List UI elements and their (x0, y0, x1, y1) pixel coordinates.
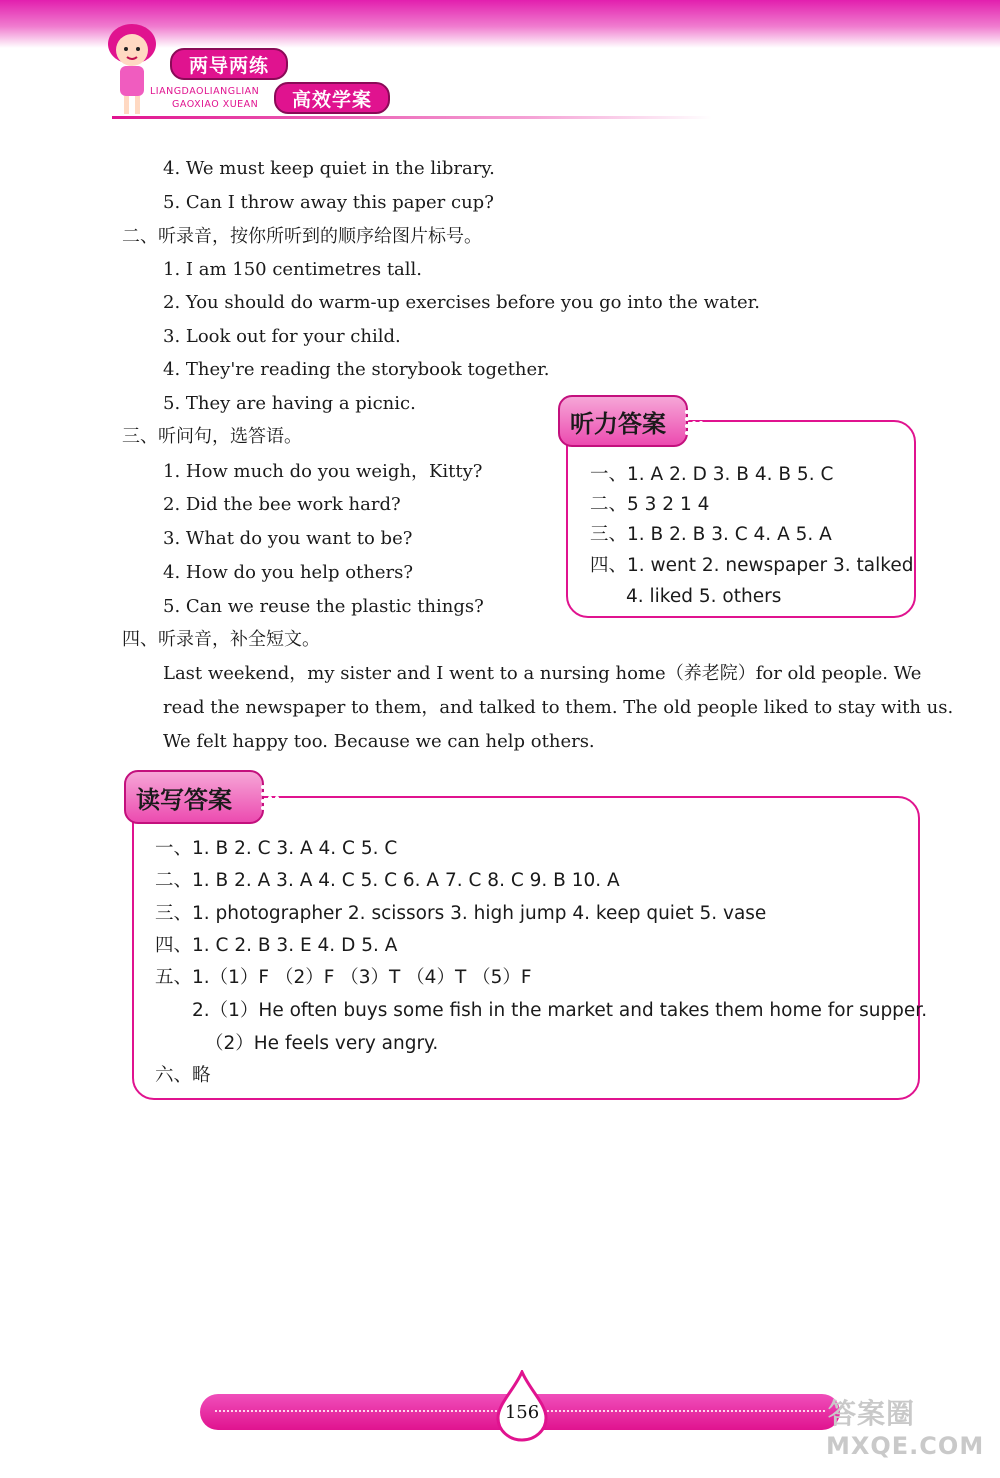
script-line: 1. I am 150 centimetres tall. (163, 259, 423, 280)
script-line: 5. They are having a picnic. (163, 393, 416, 414)
reading-answer-line: 三、1. photographer 2. scissors 3. high jump 4. keep quiet 5. vase (155, 903, 767, 924)
script-line: 1. How much do you weigh，Kitty? (163, 461, 483, 482)
reading-answer-line: 二、1. B 2. A 3. A 4. C 5. C 6. A 7. C 8. C 9. B 10. A (155, 870, 620, 891)
logo-pinyin-2: GAOXIAO XUEAN (172, 99, 259, 110)
listening-answer-line: 三、1. B 2. B 3. C 4. A 5. A (590, 524, 832, 545)
reading-answer-line: 一、1. B 2. C 3. A 4. C 5. C (155, 838, 398, 859)
listening-answer-tag (558, 395, 688, 447)
script-line: 5. Can I throw away this paper cup? (163, 192, 494, 213)
reading-answer-line: 四、1. C 2. B 3. E 4. D 5. A (155, 935, 398, 956)
reading-answer-tag (124, 770, 264, 824)
header-divider (112, 116, 712, 119)
script-line: 4. How do you help others? (163, 562, 414, 583)
listening-answer-line: 二、5 3 2 1 4 (590, 494, 710, 515)
passage-line: Last weekend，my sister and I went to a nursing home（养老院）for old people. We (163, 663, 922, 684)
dots-arrow-icon (260, 784, 280, 814)
reading-answer-line: 五、1.（1）F （2）F （3）T （4）T （5）F (155, 967, 532, 988)
passage-line: We felt happy too. Because we can help others. (163, 731, 595, 752)
script-line: 2. You should do warm-up exercises before you go into the water. (163, 292, 760, 313)
logo-pinyin-1: LIANGDAOLIANGLIAN (150, 86, 260, 97)
dots-arrow-icon (684, 409, 704, 439)
passage-line: read the newspaper to them，and talked to them. The old people liked to stay with us. (163, 697, 954, 718)
watermark-url: MXQE.COM (826, 1432, 985, 1460)
script-line: 3. What do you want to be? (163, 528, 413, 549)
logo-title-top: 两导两练 (170, 48, 288, 80)
reading-answer-line: 2.（1）He often buys some fish in the market and takes them home for supper. (192, 1000, 928, 1021)
section-title: 三、听问句，选答语。 (122, 426, 302, 447)
script-line: 2. Did the bee work hard? (163, 494, 401, 515)
script-line: 4. We must keep quiet in the library. (163, 158, 495, 179)
watermark-text: 答案圈 (828, 1397, 916, 1430)
script-line: 5. Can we reuse the plastic things? (163, 596, 484, 617)
section-title: 四、听录音，补全短文。 (122, 629, 320, 650)
listening-answer-title: 听力答案 (570, 409, 666, 438)
section-title: 二、听录音，按你所听到的顺序给图片标号。 (122, 226, 482, 247)
script-line: 4. They're reading the storybook together. (163, 359, 550, 380)
listening-answer-line: 四、1. went 2. newspaper 3. talked (590, 555, 914, 576)
logo-title-bottom: 高效学案 (274, 82, 390, 114)
girl-mascot-icon (98, 18, 166, 118)
script-line: 3. Look out for your child. (163, 326, 401, 347)
reading-answer-title: 读写答案 (136, 785, 232, 814)
page-number: 156 (504, 1402, 540, 1423)
listening-answer-line: 一、1. A 2. D 3. B 4. B 5. C (590, 464, 834, 485)
reading-answer-line: 六、略 (155, 1065, 211, 1086)
listening-answer-line: 4. liked 5. others (626, 586, 782, 607)
reading-answer-line: （2）He feels very angry. (205, 1033, 439, 1054)
